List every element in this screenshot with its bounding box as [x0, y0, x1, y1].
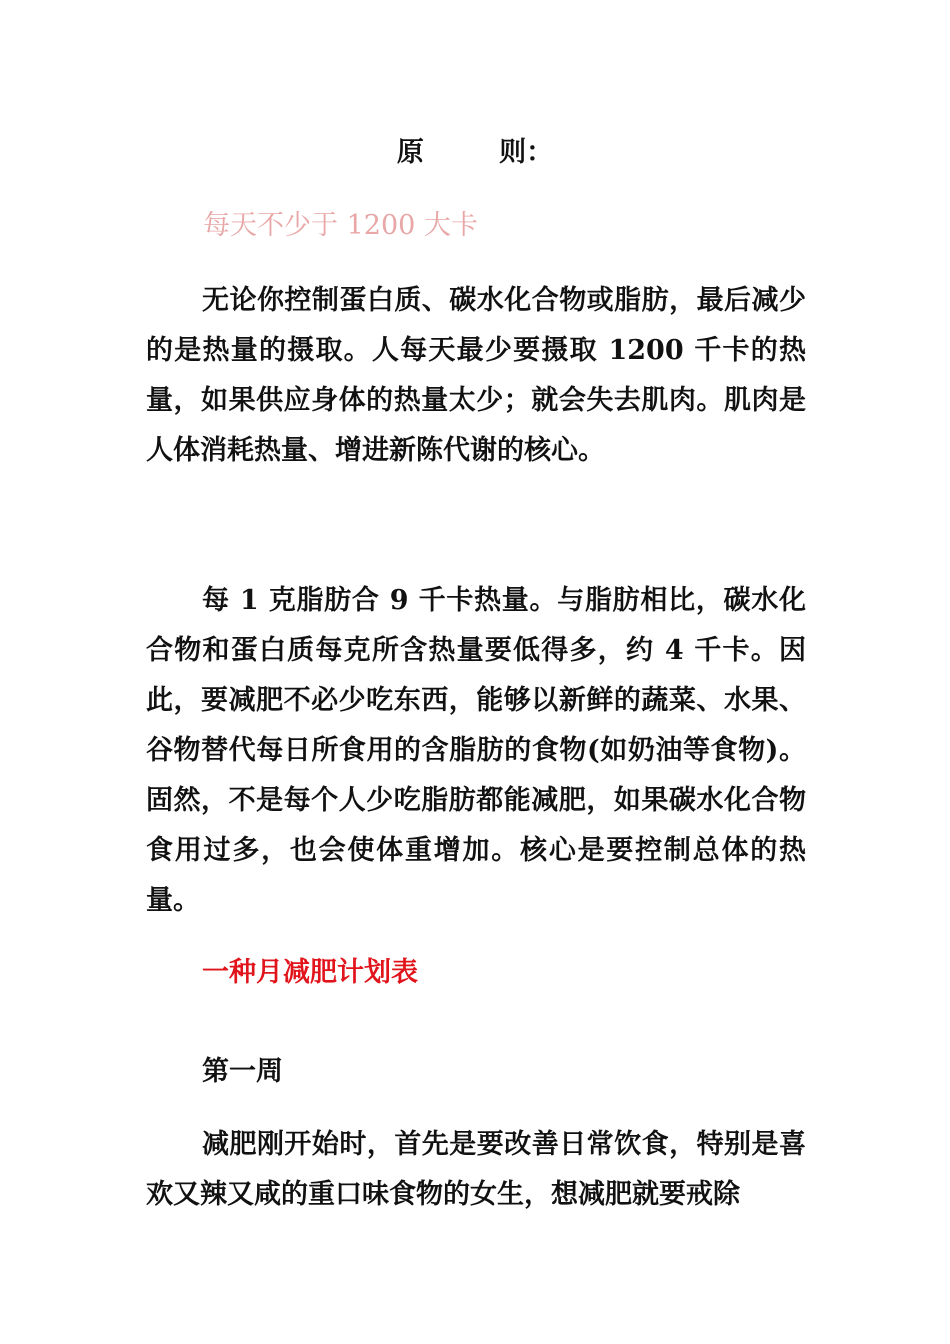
week-heading: 第一周: [202, 1056, 283, 1087]
paragraph-week-one: 减肥刚开始时，首先是要改善日常饮食，特别是喜欢又辣又咸的重口味食物的女生，想减肥就要戒除: [146, 1129, 806, 1210]
paragraph-calorie-minimum: 无论你控制蛋白质、碳水化合物或脂肪，最后减少的是热量的摄取。人每天最少要摄取 1200 千卡的热量，如果供应身体的热量太少；就会失去肌肉。肌肉是人体消耗热量、增进新陈代谢的核心。: [146, 285, 806, 466]
section-heading-plan: 一种月减肥计划表: [202, 957, 418, 988]
page-title: 原 则：: [396, 137, 554, 168]
paragraph-fat-calories: 每 1 克脂肪合 9 千卡热量。与脂肪相比，碳水化合物和蛋白质每克所含热量要低得多，约 4 千卡。因此，要减肥不必少吃东西，能够以新鲜的蔬菜、水果、谷物替代每日所食用的含脂肪的食物(如奶油等食物)。固然，不是每个人少吃脂肪都能减肥，如果碳水化合物食用过多，也会使体重增加。核心是要控制总体的热量。: [146, 585, 806, 916]
faded-subtitle: 每天不少于 1200 大卡: [203, 210, 478, 241]
faint-watermark-line: [210, 508, 460, 532]
